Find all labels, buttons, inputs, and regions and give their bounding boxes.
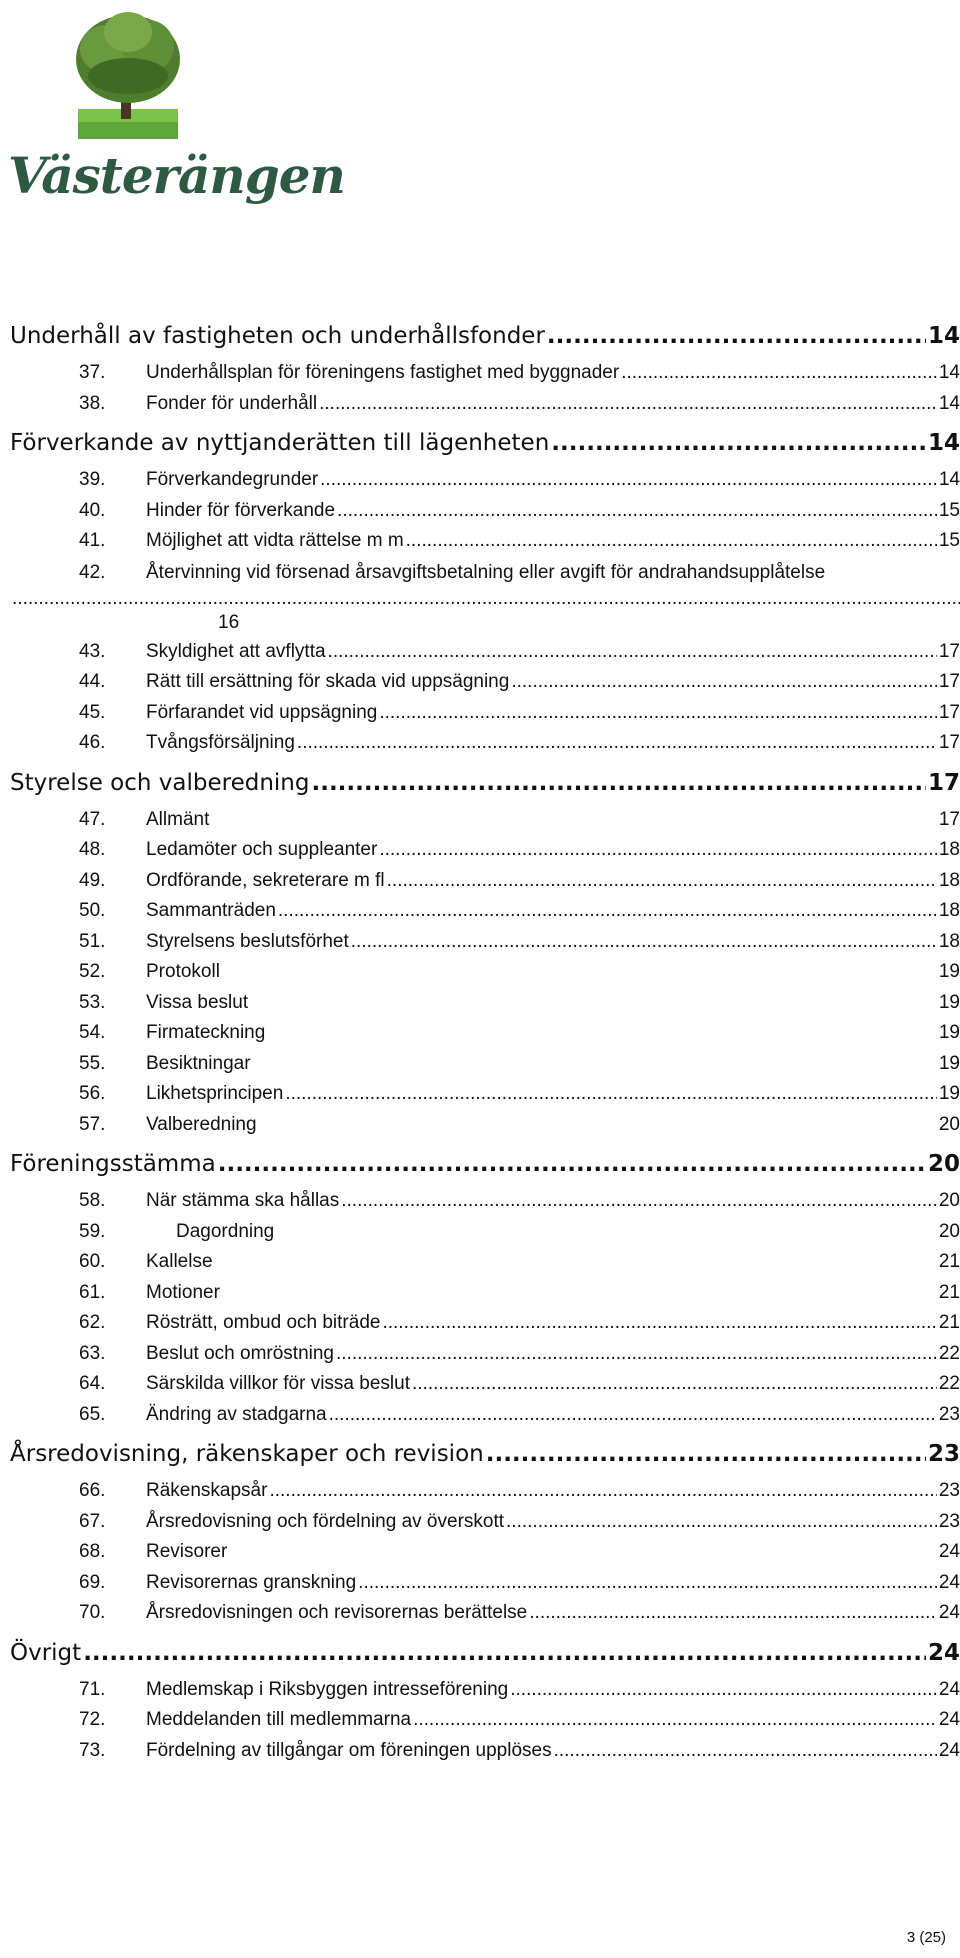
entry-number: 48. — [79, 839, 106, 860]
entry-number: 63. — [79, 1342, 106, 1364]
dot-leader — [621, 358, 937, 389]
toc-entry[interactable] — [10, 465, 960, 496]
entry-page-number: 24 — [938, 1571, 960, 1593]
entry-title: Protokoll — [146, 961, 220, 982]
toc-entry[interactable] — [10, 1369, 960, 1400]
entry-title: Skyldighet att avflytta — [146, 640, 326, 662]
toc-entry[interactable] — [10, 1339, 960, 1370]
entry-page-number: 14 — [938, 392, 960, 414]
entry-number: 47. — [79, 808, 106, 830]
entry-number: 37. — [79, 362, 106, 383]
section-title: Underhåll av fastigheten och underhållsfonder — [10, 323, 545, 349]
entry-number: 71. — [79, 1678, 106, 1700]
toc-entry[interactable] — [10, 637, 960, 668]
entry-page-number: 16 — [218, 611, 240, 633]
entry-page-number: 17 — [938, 808, 960, 830]
toc-entry[interactable] — [10, 1110, 960, 1141]
dot-leader — [387, 866, 937, 897]
entry-title: Ändring av stadgarna — [146, 1403, 327, 1425]
dot-leader — [412, 1369, 937, 1400]
dot-leader — [547, 314, 926, 358]
entry-page-number: 23 — [938, 1403, 960, 1425]
page-number: 3 (25) — [906, 1929, 946, 1946]
toc-section-heading[interactable] — [10, 761, 960, 805]
entry-title: Firmateckning — [146, 1022, 266, 1043]
entry-title: Rösträtt, ombud och biträde — [146, 1312, 381, 1333]
toc-entry[interactable] — [10, 1598, 960, 1629]
entry-page-number: 18 — [938, 900, 960, 921]
entry-page-number: 18 — [938, 869, 960, 891]
toc-entry[interactable] — [10, 805, 960, 836]
section-title: Förverkande av nyttjanderätten till lägenheten — [10, 430, 550, 456]
dot-leader — [413, 1705, 937, 1736]
entry-number: 73. — [79, 1739, 106, 1761]
toc-entry[interactable] — [10, 1675, 960, 1706]
entry-page-number: 18 — [938, 930, 960, 952]
brand-name: Västerängen — [8, 146, 345, 205]
toc-entry[interactable] — [10, 1079, 960, 1110]
entry-title: Beslut och omröstning — [146, 1342, 334, 1364]
entry-title: Tvångsförsäljning — [146, 732, 295, 753]
entry-number: 42. — [79, 561, 106, 583]
entry-title: Årsredovisning och fördelning av överskott — [146, 1510, 505, 1532]
section-title: Årsredovisning, räkenskaper och revision — [10, 1441, 484, 1467]
section-page-number: 17 — [927, 769, 960, 796]
entry-page-number: 24 — [938, 1602, 960, 1623]
entry-number: 46. — [79, 732, 106, 753]
entry-number: 49. — [79, 869, 106, 891]
entry-page-number: 21 — [938, 1281, 960, 1303]
entry-page-number: 20 — [938, 1220, 960, 1242]
section-title: Styrelse och valberedning — [10, 769, 310, 796]
entry-title: Styrelsens beslutsförhet — [146, 930, 349, 952]
entry-number: 68. — [79, 1541, 106, 1562]
entry-number: 72. — [79, 1709, 106, 1730]
toc-entry[interactable] — [10, 896, 960, 927]
toc-section-heading[interactable] — [10, 1631, 960, 1675]
entry-number: 38. — [79, 392, 106, 414]
entry-page-number: 21 — [938, 1312, 960, 1333]
entry-number: 58. — [79, 1190, 106, 1211]
dot-leader — [285, 1079, 937, 1110]
entry-title: Årsredovisningen och revisorernas berättelse — [146, 1602, 528, 1623]
entry-number: 45. — [79, 701, 106, 723]
entry-title: Allmänt — [146, 808, 210, 830]
entry-page-number: 19 — [938, 991, 960, 1013]
section-page-number: 14 — [927, 323, 960, 349]
toc-entry[interactable] — [10, 1278, 960, 1309]
entry-page-number: 17 — [938, 671, 960, 692]
entry-title: Motioner — [146, 1281, 220, 1303]
entry-number: 60. — [79, 1251, 106, 1272]
entry-number: 55. — [79, 1052, 106, 1074]
dot-leader — [554, 1736, 937, 1767]
entry-page-number: 20 — [938, 1113, 960, 1135]
toc-entry[interactable] — [10, 1736, 960, 1767]
entry-number: 66. — [79, 1480, 106, 1501]
entry-title: Återvinning vid försenad årsavgiftsbetalning eller avgift för andrahandsupplåtelse — [146, 561, 826, 583]
entry-page-number: 15 — [938, 499, 960, 521]
toc-entry[interactable] — [10, 988, 960, 1019]
entry-title: Revisorer — [146, 1541, 228, 1562]
entry-page-number: 19 — [938, 1083, 960, 1104]
toc-entry[interactable] — [10, 1018, 960, 1049]
dot-leader — [218, 1142, 926, 1186]
entry-title: Rätt till ersättning för skada vid uppsägning — [146, 671, 510, 692]
entry-page-number: 20 — [938, 1190, 960, 1211]
entry-number: 62. — [79, 1312, 106, 1333]
entry-number: 39. — [79, 469, 106, 490]
toc-entry[interactable] — [10, 1186, 960, 1217]
dot-leader — [511, 667, 937, 698]
toc-entry[interactable] — [10, 1308, 960, 1339]
dot-leader — [329, 1400, 937, 1431]
entry-page-number: 24 — [938, 1709, 960, 1730]
entry-number: 65. — [79, 1403, 106, 1425]
entry-title: Meddelanden till medlemmarna — [146, 1709, 412, 1730]
entry-page-number: 19 — [938, 1052, 960, 1074]
toc-entry[interactable] — [10, 698, 960, 729]
section-page-number: 23 — [927, 1441, 960, 1467]
dot-leader — [337, 496, 937, 527]
dot-leader — [551, 421, 926, 465]
toc-entry[interactable] — [10, 358, 960, 389]
tree-icon — [8, 4, 268, 154]
toc-entry[interactable] — [10, 728, 960, 759]
toc-entry[interactable] — [10, 389, 960, 420]
dot-leader — [83, 1631, 926, 1675]
entry-page-number: 18 — [938, 839, 960, 860]
entry-title: Fördelning av tillgångar om föreningen upplöses — [146, 1739, 552, 1761]
toc-entry[interactable] — [10, 957, 960, 988]
entry-number: 50. — [79, 900, 106, 921]
entry-number: 53. — [79, 991, 106, 1013]
toc-entry[interactable] — [10, 927, 960, 958]
entry-number: 64. — [79, 1373, 106, 1394]
brand-logo — [8, 4, 345, 219]
toc-section-heading[interactable] — [10, 1142, 960, 1186]
entry-page-number: 22 — [938, 1373, 960, 1394]
entry-title: Ordförande, sekreterare m fl — [146, 869, 385, 891]
section-title: Övrigt — [10, 1639, 82, 1666]
entry-title: Vissa beslut — [146, 991, 249, 1013]
dot-leader — [319, 389, 937, 420]
entry-page-number: 23 — [938, 1480, 960, 1501]
dot-leader — [328, 637, 937, 668]
dot-leader — [320, 465, 937, 496]
entry-title: Särskilda villkor för vissa beslut — [146, 1373, 410, 1394]
dot-leader — [336, 1339, 937, 1370]
entry-title: Möjlighet att vidta rättelse m m — [146, 530, 404, 551]
toc-section-heading[interactable] — [10, 421, 960, 465]
entry-number: 54. — [79, 1022, 106, 1043]
toc-entry[interactable] — [10, 1568, 960, 1599]
dot-leader — [311, 761, 926, 805]
entry-page-number: 17 — [938, 640, 960, 662]
entry-number: 52. — [79, 961, 106, 982]
dot-leader — [382, 1308, 936, 1339]
entry-page-number: 17 — [938, 701, 960, 723]
entry-title: Förfarandet vid uppsägning — [146, 701, 378, 723]
entry-number: 56. — [79, 1083, 106, 1104]
toc-entry[interactable] — [10, 557, 960, 637]
entry-number: 69. — [79, 1571, 106, 1593]
entry-number: 61. — [79, 1281, 106, 1303]
entry-title: Fonder för underhåll — [146, 392, 318, 414]
entry-page-number: 24 — [938, 1541, 960, 1562]
entry-title: Hinder för förverkande — [146, 499, 336, 521]
entry-number: 51. — [79, 930, 106, 952]
entry-page-number: 24 — [938, 1739, 960, 1761]
entry-title: Dagordning — [176, 1220, 275, 1242]
dot-leader — [510, 1675, 937, 1706]
toc-entry[interactable] — [10, 496, 960, 527]
toc-entry[interactable] — [10, 1400, 960, 1431]
entry-title: Sammanträden — [146, 900, 276, 921]
entry-title: Räkenskapsår — [146, 1480, 268, 1501]
entry-title: Medlemskap i Riksbyggen intresseförening — [146, 1678, 509, 1700]
entry-title: Besiktningar — [146, 1052, 251, 1074]
dot-leader — [297, 728, 937, 759]
dot-leader — [269, 1476, 936, 1507]
dot-leader — [341, 1186, 937, 1217]
entry-page-number: 15 — [938, 530, 960, 551]
entry-page-number: 17 — [938, 732, 960, 753]
toc-entry[interactable] — [10, 1507, 960, 1538]
entry-title: Ledamöter och suppleanter — [146, 839, 378, 860]
dot-leader — [406, 526, 937, 557]
toc-entry[interactable] — [10, 835, 960, 866]
section-title: Föreningsstämma — [10, 1151, 216, 1177]
toc-entry[interactable] — [10, 1217, 960, 1248]
dot-leader — [351, 927, 937, 958]
entry-number: 67. — [79, 1510, 106, 1532]
section-page-number: 20 — [927, 1151, 960, 1177]
dot-leader: .. ..... — [12, 586, 960, 612]
toc-entry[interactable] — [10, 1049, 960, 1080]
dot-leader — [529, 1598, 937, 1629]
entry-number: 41. — [79, 530, 106, 551]
section-page-number: 24 — [927, 1639, 960, 1666]
toc-entry[interactable] — [10, 1537, 960, 1568]
entry-number: 44. — [79, 671, 106, 692]
toc-entry[interactable] — [10, 1705, 960, 1736]
dot-leader — [278, 896, 937, 927]
entry-page-number: 19 — [938, 1022, 960, 1043]
section-page-number: 14 — [927, 430, 960, 456]
entry-title: När stämma ska hållas — [146, 1190, 340, 1211]
entry-number: 59. — [79, 1220, 106, 1242]
entry-number: 40. — [79, 499, 106, 521]
entry-title: Valberedning — [146, 1113, 257, 1135]
toc-entry[interactable] — [10, 866, 960, 897]
dot-leader — [358, 1568, 937, 1599]
entry-title: Kallelse — [146, 1251, 213, 1272]
entry-page-number: 21 — [938, 1251, 960, 1272]
toc-entry[interactable] — [10, 526, 960, 557]
entry-page-number: 24 — [938, 1678, 960, 1700]
dot-leader — [379, 835, 937, 866]
toc-entry[interactable] — [10, 667, 960, 698]
dot-leader — [506, 1507, 937, 1538]
entry-page-number: 19 — [938, 961, 960, 982]
entry-number: 57. — [79, 1113, 106, 1135]
toc-section-heading[interactable] — [10, 314, 960, 358]
entry-title: Revisorernas granskning — [146, 1571, 357, 1593]
entry-title: Underhållsplan för föreningens fastighet med byggnader — [146, 362, 620, 383]
table-of-contents — [10, 312, 960, 1766]
entry-page-number: 14 — [938, 469, 960, 490]
entry-number: 70. — [79, 1602, 106, 1623]
entry-number: 43. — [79, 640, 106, 662]
entry-page-number: 23 — [938, 1510, 960, 1532]
dot-leader — [379, 698, 937, 729]
entry-page-number: 14 — [938, 362, 960, 383]
entry-page-number: 22 — [938, 1342, 960, 1364]
toc-entry[interactable] — [10, 1476, 960, 1507]
entry-title: Förverkandegrunder — [146, 469, 319, 490]
toc-section-heading[interactable] — [10, 1432, 960, 1476]
dot-leader — [486, 1432, 926, 1476]
toc-entry[interactable] — [10, 1247, 960, 1278]
entry-title: Likhetsprincipen — [146, 1083, 284, 1104]
